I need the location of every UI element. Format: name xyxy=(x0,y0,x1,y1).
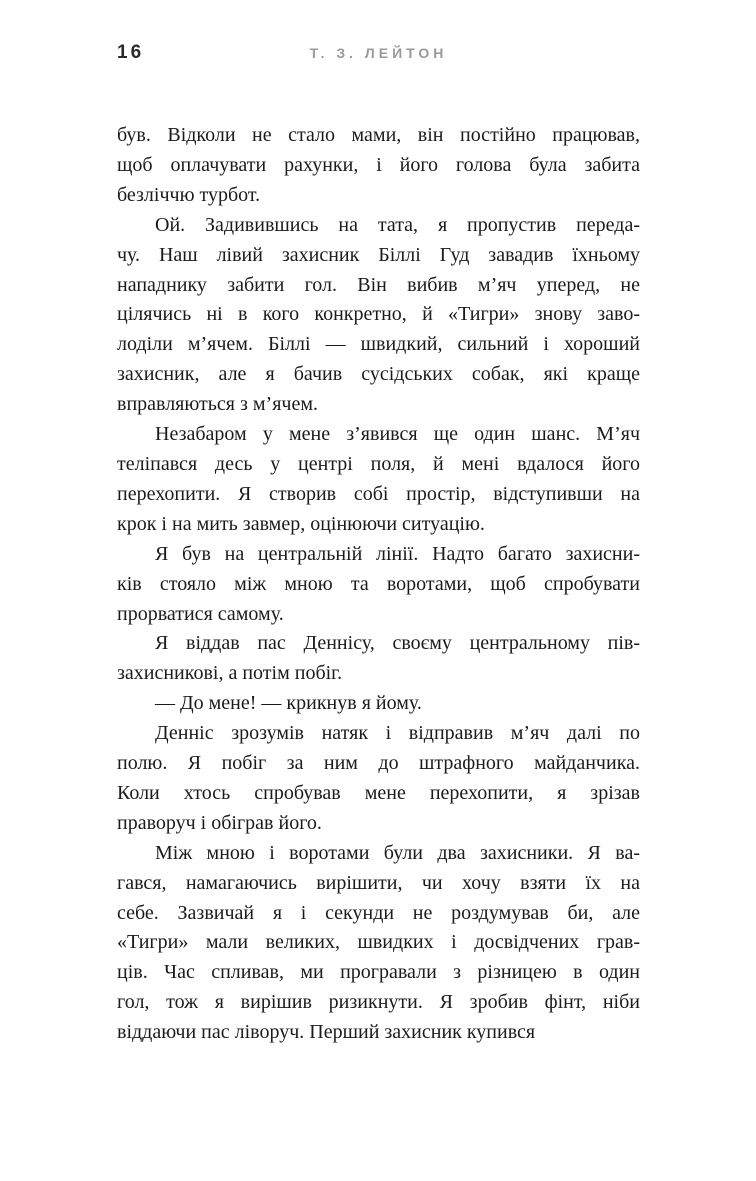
page-header xyxy=(117,42,640,66)
text-line: захисникові, а потім побіг. xyxy=(117,662,343,685)
text-line: праворуч і обіграв його. xyxy=(117,811,322,834)
text-line: Я віддав пас Деннісу, своєму центральному пів- xyxy=(155,632,640,655)
paragraph xyxy=(117,629,640,689)
text-line: ців. Час спливав, ми програвали з різницею в один xyxy=(117,961,640,984)
text-line: захисник, але я бачив сусідських собак, які краще xyxy=(117,363,640,386)
text-line: ків стояло між мною та воротами, щоб спробувати xyxy=(117,572,640,595)
text-line: вправляються з м’ячем. xyxy=(117,393,319,416)
page-number: 16 xyxy=(117,42,145,63)
text-line: себе. Зазвичай я і секунди не роздумував би, але xyxy=(117,901,640,924)
paragraph xyxy=(117,121,640,211)
text-line: щоб оплачувати рахунки, і його голова була забита xyxy=(117,153,640,176)
text-line: полю. Я побіг за ним до штрафного майданчика. xyxy=(117,752,640,775)
paragraph xyxy=(117,719,640,839)
text-line: Коли хтось спробував мене перехопити, я зрізав xyxy=(117,781,640,804)
page-body xyxy=(117,121,640,1048)
text-line: віддаючи пас ліворуч. Перший захисник купився xyxy=(117,1021,536,1044)
text-line: Денніс зрозумів натяк і відправив м’яч далі по xyxy=(155,722,640,745)
text-line: Я був на центральній лінії. Надто багато захисни- xyxy=(155,542,640,565)
text-line: цілячись ні в кого конкретно, й «Тигри» знову заво- xyxy=(117,303,640,326)
text-line: гол, тож я вирішив ризикнути. Я зробив фінт, ніби xyxy=(117,991,640,1014)
text-line: лоділи м’ячем. Біллі — швидкий, сильний і хороший xyxy=(117,333,640,356)
running-header-author: Т. З. ЛЕЙТОН xyxy=(309,45,448,61)
paragraph xyxy=(117,420,640,540)
text-line: крок і на мить завмер, оцінюючи ситуацію. xyxy=(117,512,485,535)
text-line: Між мною і воротами були два захисники. Я ва- xyxy=(155,841,640,864)
text-line: чу. Наш лівий захисник Біллі Гуд завадив їхньому xyxy=(117,243,640,266)
paragraph xyxy=(117,540,640,630)
paragraph xyxy=(117,211,640,420)
text-line: прорватися самому. xyxy=(117,602,284,625)
text-line: Незабаром у мене з’явився ще один шанс. М’яч xyxy=(155,423,640,446)
text-line: нападнику забити гол. Він вибив м’яч уперед, не xyxy=(117,273,640,296)
text-line: гався, намагаючись вирішити, чи хочу взяти їх на xyxy=(117,871,640,894)
text-line: безліччю турбот. xyxy=(117,183,261,206)
text-line: Ой. Задивившись на тата, я пропустив переда- xyxy=(155,213,640,236)
text-line: — До мене! — крикнув я йому. xyxy=(155,692,422,715)
paragraph xyxy=(117,689,640,719)
paragraph xyxy=(117,839,640,1048)
text-line: був. Відколи не стало мами, він постійно працював, xyxy=(117,124,640,146)
text-line: «Тигри» мали великих, швидких і досвідчених грав- xyxy=(117,931,640,954)
text-line: теліпався десь у центрі поля, й мені вдалося його xyxy=(117,452,640,475)
text-line: перехопити. Я створив собі простір, відступивши на xyxy=(117,482,640,505)
